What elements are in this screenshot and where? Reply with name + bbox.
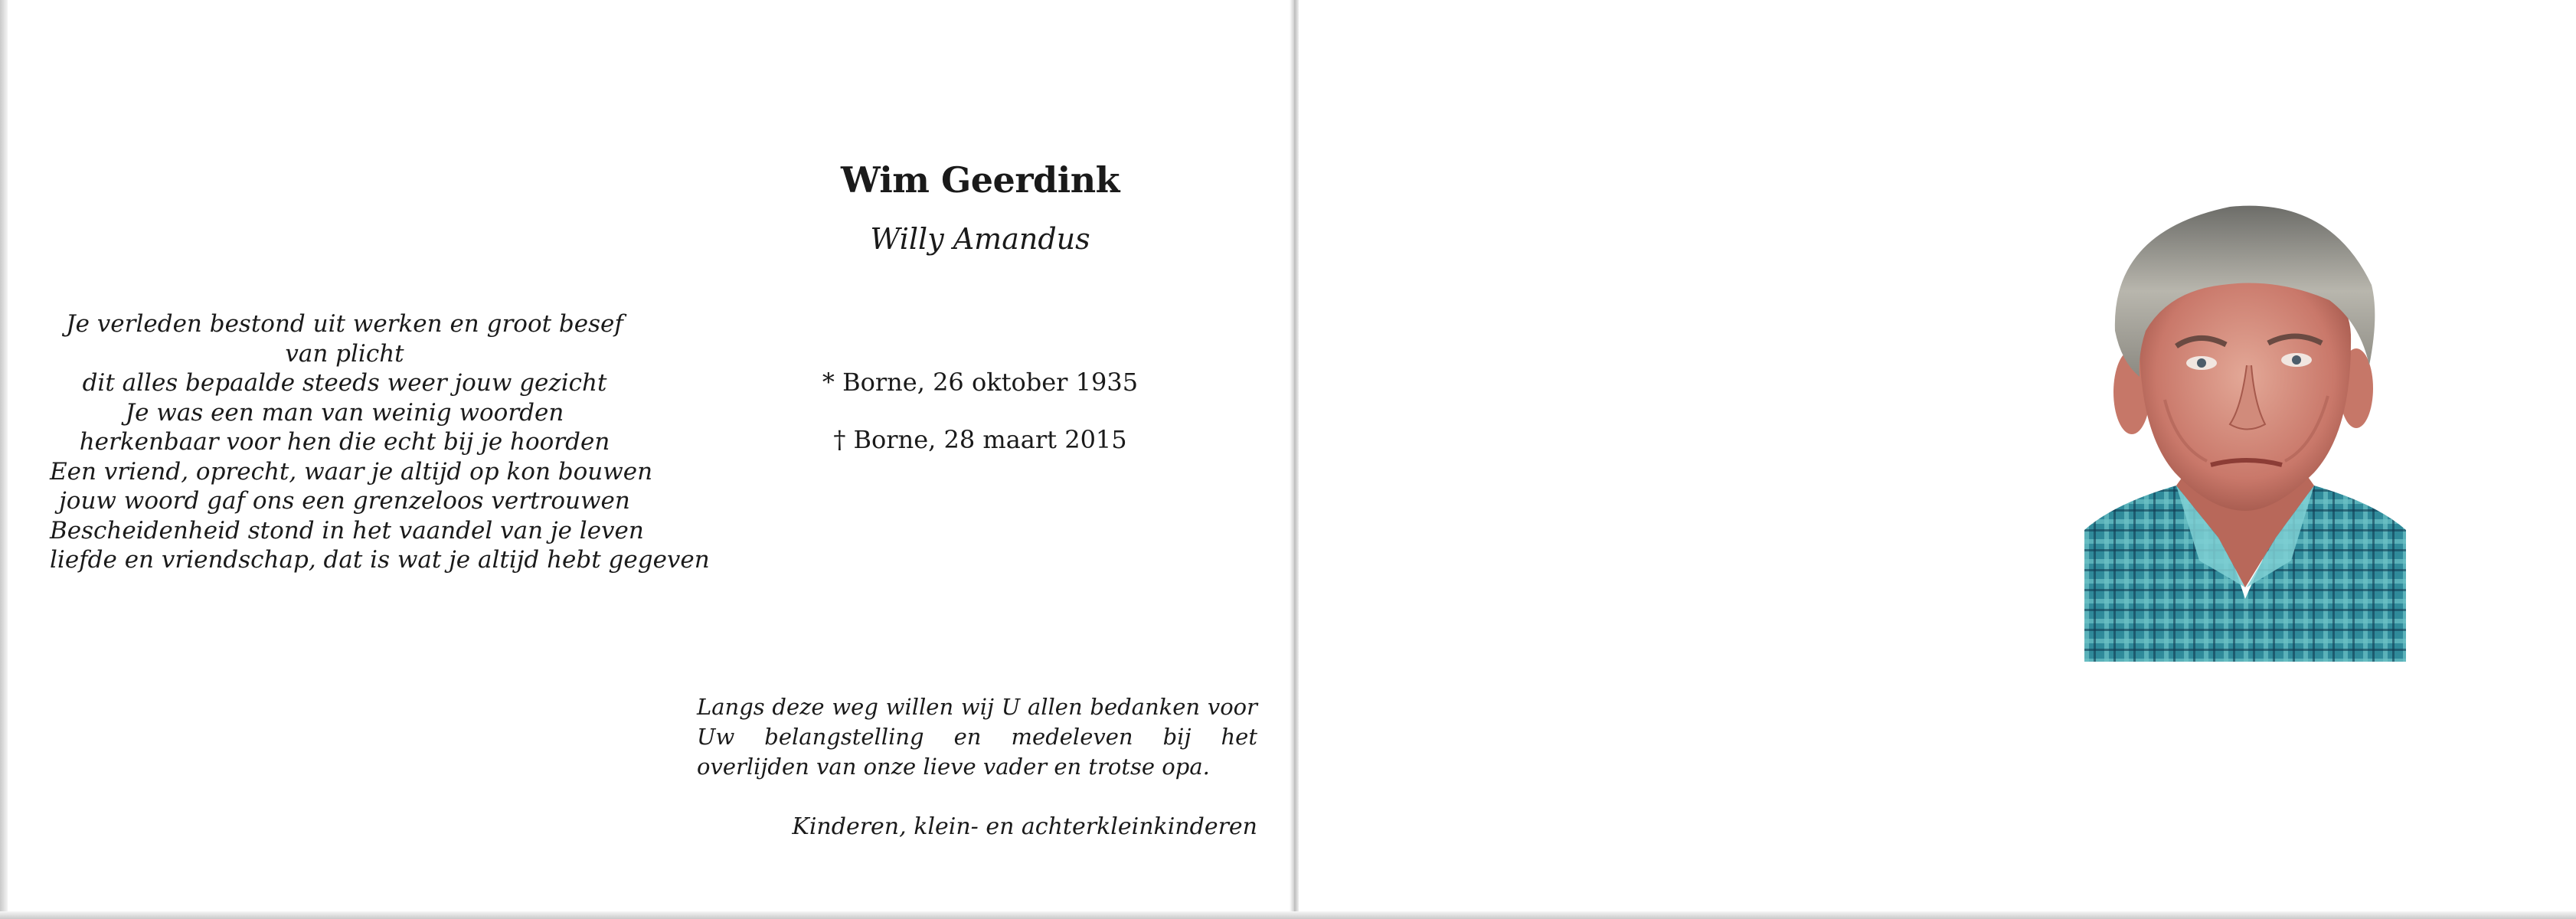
poem-line: Een vriend, oprecht, waar je altijd op kon bouwen	[50, 457, 653, 486]
poem-line: jouw woord gaf ons een grenzeloos vertrouwen	[59, 487, 630, 515]
poem-line: dit alles bepaalde steeds weer jouw gezicht	[82, 369, 607, 397]
death-line: † Borne, 28 maart 2015	[833, 425, 1127, 454]
poem-line: Je verleden bestond uit werken en groot besef	[66, 310, 623, 338]
poem-line: Bescheidenheid stond in het vaandel van je leven	[50, 516, 644, 545]
right-panel	[1299, 0, 2576, 911]
left-panel	[8, 0, 1290, 911]
thanks-message: Langs deze weg willen wij U allen bedanken voor Uw belangstelling en medeleven bij het overlijden van onze lieve vader en trotse opa.	[697, 694, 1257, 780]
birth-line: * Borne, 26 oktober 1935	[822, 368, 1139, 397]
card-bottom-edge	[0, 911, 2576, 919]
card-fold	[1290, 0, 1299, 919]
given-names: Willy Amandus	[870, 222, 1090, 256]
poem-line: herkenbaar voor hen die echt bij je hoorden	[79, 428, 610, 456]
poem-line: Je was een man van weinig woorden	[125, 398, 564, 427]
portrait-photo	[2084, 201, 2406, 662]
memorial-poem	[50, 309, 710, 575]
family-signoff: Kinderen, klein- en achterkleinkinderen	[792, 813, 1257, 840]
card-left-edge	[0, 0, 8, 919]
poem-line: van plicht	[285, 339, 404, 368]
deceased-name: Wim Geerdink	[840, 159, 1120, 201]
poem-line: liefde en vriendschap, dat is wat je altijd hebt gegeven	[50, 546, 710, 574]
